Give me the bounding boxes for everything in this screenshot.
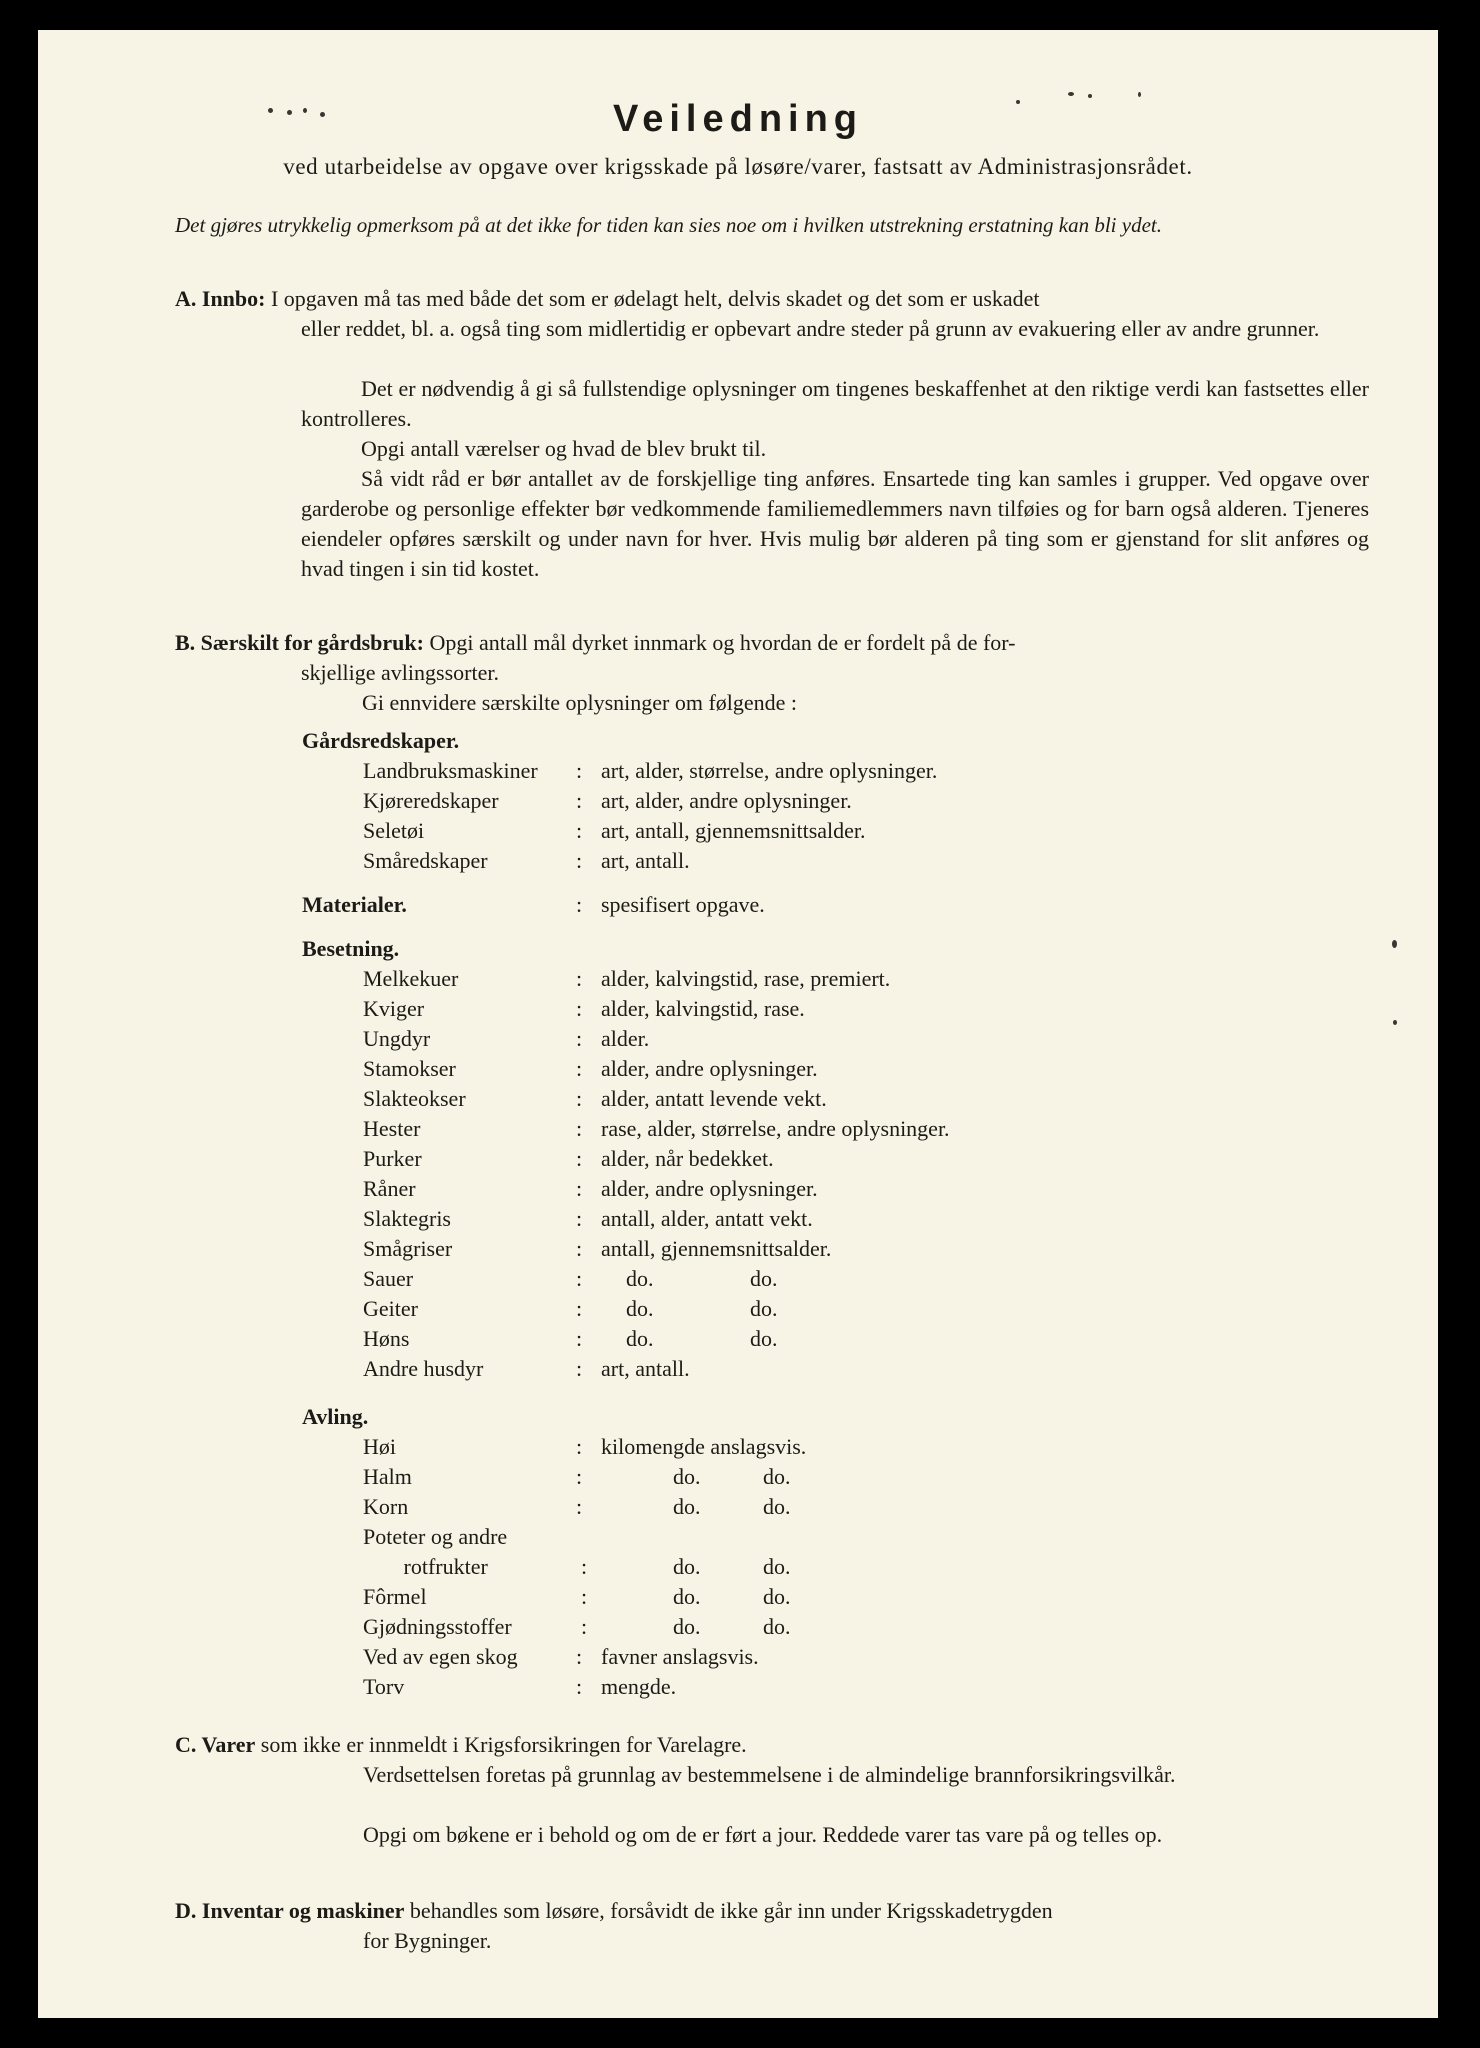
section-a-first-text: I opgaven må tas med både det som er ødelagt helt, delvis skadet og det som er uskadet	[270, 286, 1040, 311]
section-c-first-text: som ikke er innmeldt i Krigsforsikringen for Varelagre.	[260, 1732, 747, 1757]
list-item: rotfrukter : do. do.	[387, 1554, 791, 1579]
section-b-continuation: skjellige avlingssorter.	[301, 660, 499, 685]
list-item: Sauer : do. do.	[363, 1266, 778, 1291]
section-c-paragraph-3: Opgi om bøkene er i behold og om de er ført a jour. Reddede varer tas vare på og telles op.	[363, 1822, 1163, 1847]
group-heading-materialer: Materialer.	[302, 892, 407, 917]
list-item: Poteter og andre	[363, 1524, 508, 1549]
group-heading-avling: Avling.	[302, 1404, 369, 1429]
list-item: Ved av egen skog : favner anslagsvis.	[363, 1644, 759, 1669]
document-title: Veiledning	[612, 98, 864, 140]
section-a-first-line	[175, 284, 1040, 314]
section-c-first-line	[175, 1730, 747, 1760]
materialer-value: spesifisert opgave.	[601, 892, 765, 917]
list-item: Kjøreredskaper : art, alder, andre oplysninger.	[363, 788, 852, 813]
list-item: Landbruksmaskiner : art, alder, størrelse, andre oplysninger.	[363, 758, 938, 783]
list-item: Småredskaper : art, antall.	[363, 848, 690, 873]
list-item: Korn : do. do.	[363, 1494, 791, 1519]
list-item: Melkekuer : alder, kalvingstid, rase, premiert.	[363, 966, 891, 991]
list-item: Seletøi : art, antall, gjennemsnittsalder.	[363, 818, 866, 843]
section-a-paragraph-1: eller reddet, bl. a. også ting som midlertidig er opbevart andre steder på grunn av evakuering eller av andre grunner.	[301, 316, 1320, 341]
list-item: Kviger : alder, kalvingstid, rase.	[363, 996, 805, 1021]
section-c-label: C. Varer	[175, 1732, 256, 1757]
section-c-paragraph-2: Verdsettelsen foretas på grunnlag av bestemmelsene i de almindelige brannforsikringsvilkår.	[363, 1762, 1176, 1787]
list-item: Slaktegris : antall, alder, antatt vekt.	[363, 1206, 813, 1231]
section-a-paragraph-3: Opgi antall værelser og hvad de blev brukt til.	[361, 436, 767, 461]
section-a-paragraph-4: Så vidt råd er bør antallet av de forskjellige ting anføres. Ensartede ting kan samles i grupper. Ved opgave over garderobe og personlige effekter bør vedkommende familiemedlemmers navn tilføies og for barn også alderen. Tjeneres eiendeler opføres særskilt og under navn for hver. Hvis mulig bør alderen på ting som er gjenstand for slit anføres og hvad tingen i sin tid kostet.	[301, 466, 1369, 581]
section-d-label: D. Inventar og maskiner	[175, 1898, 405, 1923]
section-a-label: A. Innbo:	[175, 286, 266, 311]
list-item: Høns : do. do.	[363, 1326, 778, 1351]
list-item: Råner : alder, andre oplysninger.	[363, 1176, 818, 1201]
notice-text: Det gjøres utrykkelig opmerksom på at det ikke for tiden kan sies noe om i hvilken utstrekning erstatning kan bli ydet.	[175, 213, 1162, 237]
section-d-continuation: for Bygninger.	[363, 1928, 492, 1953]
group-materialer: Materialer. : spesifisert opgave.	[302, 890, 1202, 920]
document-page	[38, 30, 1438, 2018]
list-item: Ungdyr : alder.	[363, 1026, 650, 1051]
document-subtitle: ved utarbeidelse av opgave over krigsskade på løsøre/varer, fastsatt av Administrasjonsrådet.	[283, 154, 1193, 179]
list-item: Fôrmel : do. do.	[363, 1584, 791, 1609]
section-d-first-text: behandles som løsøre, forsåvidt de ikke går inn under Krigsskadetrygden	[409, 1898, 1053, 1923]
section-a-paragraph-2: Det er nødvendig å gi så fullstendige oplysninger om tingenes beskaffenhet at den riktige verdi kan fastsettes eller kontrolleres.	[301, 376, 1369, 431]
section-b-label: B. Særskilt for gårdsbruk:	[175, 630, 424, 655]
group-heading-besetning: Besetning.	[302, 936, 400, 961]
list-item: Hester : rase, alder, størrelse, andre oplysninger.	[363, 1116, 950, 1141]
list-item: Gjødningsstoffer : do. do.	[363, 1614, 791, 1639]
list-item: Stamokser : alder, andre oplysninger.	[363, 1056, 818, 1081]
section-d-first-line	[175, 1896, 1053, 1926]
list-item: Slakteokser : alder, antatt levende vekt.	[363, 1086, 827, 1111]
list-item: Purker : alder, når bedekket.	[363, 1146, 774, 1171]
list-item: Halm : do. do.	[363, 1464, 791, 1489]
group-heading-gardsredskaper: Gårdsredskaper.	[302, 728, 460, 753]
list-item: Høi : kilomengde anslagsvis.	[363, 1434, 807, 1459]
list-item: Torv : mengde.	[363, 1674, 677, 1699]
list-item: Smågriser : antall, gjennemsnittsalder.	[363, 1236, 832, 1261]
section-b-paragraph-2: Gi ennvidere særskilte oplysninger om følgende :	[362, 690, 798, 715]
section-b-first-text: Opgi antall mål dyrket innmark og hvordan de er fordelt på de for-	[429, 630, 1016, 655]
section-b-first-line	[175, 628, 1016, 658]
list-item: Geiter : do. do.	[363, 1296, 778, 1321]
list-item: Andre husdyr : art, antall.	[363, 1356, 690, 1381]
